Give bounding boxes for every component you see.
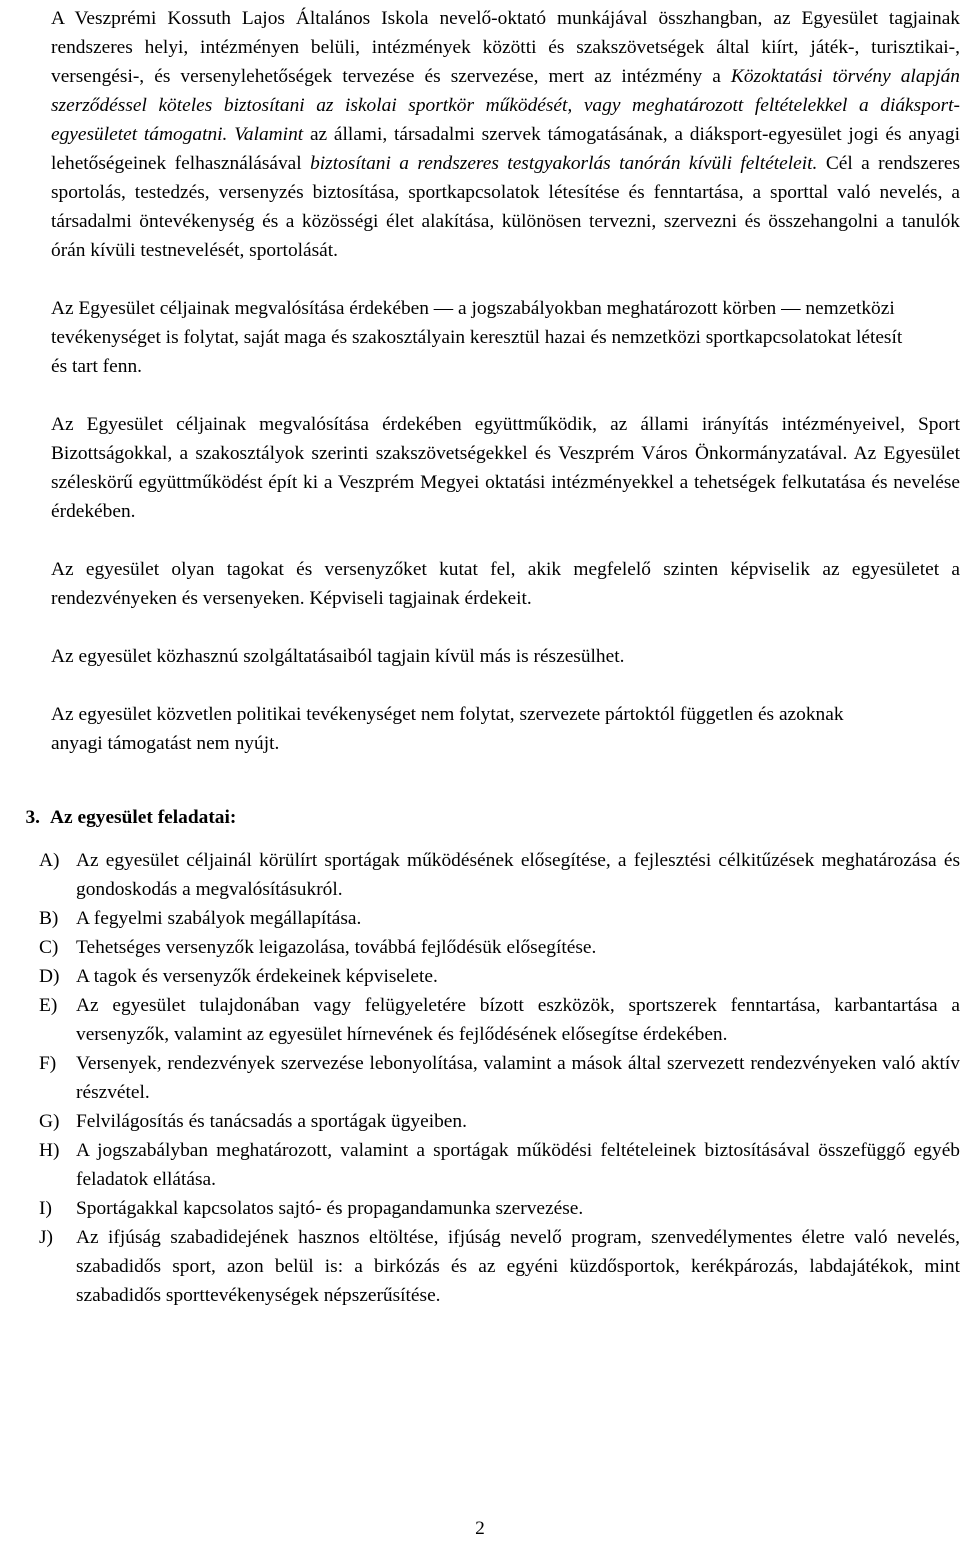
- political-paragraph: Az egyesület közvetlen politikai tevékenységet nem folytat, szervezete pártoktól független és azoknak anyagi támogatást nem nyújt.: [51, 704, 844, 754]
- list-item: [39, 846, 960, 904]
- list-item-letter: A): [39, 850, 60, 871]
- list-item-text: A jogszabályban meghatározott, valamint a sportágak működési feltételeinek biztosításával összefüggő egyéb feladatok ellátása.: [76, 1140, 960, 1190]
- list-item-text: Az ifjúság szabadidejének hasznos eltöltése, ifjúság nevelő program, szenvedélymentes életre való nevelés, szabadidős sport, azon belül is: a birkózás és az egyéni küzdősportok, kerékpározás, labdajátékok, mint szabadidős sporttevékenységek népszerűsítése.: [76, 1227, 960, 1306]
- intro-text-2: az állami, társadalmi szervek támogatásának, a diáksport-egyesület jogi és anyagi lehetőségeinek felhasználásával: [51, 124, 960, 174]
- cooperation-paragraph: Az Egyesület céljainak megvalósítása érdekében együttműködik, az állami irányítás intézményeivel, Sport Bizottságokkal, a szakosztályok szerinti szakszövetségekkel és Veszprém Város Önkormányzatával. Az Egyesület széleskörű együttműködést épít ki a Veszprém Megyei oktatási intézményekkel a tehetségek felkutatása és nevelése érdekében.: [51, 414, 960, 522]
- document-page: [25, 4, 960, 1310]
- list-item: [39, 991, 960, 1049]
- list-item-text: A tagok és versenyzők érdekeinek képviselete.: [76, 966, 438, 987]
- list-item-text: Az egyesület céljainál körülírt sportágak működésének elősegítése, a fejlesztési célkitűzések meghatározása és gondoskodás a megvalósításukról.: [76, 850, 960, 900]
- section-heading: [0, 803, 500, 832]
- list-item-letter: F): [39, 1053, 57, 1074]
- international-paragraph: Az Egyesület céljainak megvalósítása érdekében — a jogszabályokban meghatározott körben — nemzetközi tevékenységet is folytat, saját maga és szakosztályain keresztül hazai és nemzetközi sportkapcsolatokat létesít és tart fenn.: [51, 298, 903, 377]
- list-item-letter: H): [39, 1140, 60, 1161]
- intro-italic-1: Közoktatási törvény alapján szerződéssel köteles biztosítani az iskolai sportkör működését, vagy meghatározott feltételekkel a diáksport-egyesületet támogatni.: [51, 66, 960, 145]
- section-title: Az egyesület feladatai:: [50, 807, 237, 828]
- list-item-letter: G): [39, 1111, 60, 1132]
- intro-text-3: Cél a rendszeres sportolás, testedzés, versenyzés biztosítása, sportkapcsolatok létesítése és fenntartása, a sporttal való nevelés, a társadalmi öntevékenység és a közösségi élet alakítása, különösen tervezni, szervezni és összehangolni a tanulók órán kívüli testnevelését, sportolását.: [51, 153, 960, 261]
- list-item-text: Versenyek, rendezvények szervezése lebonyolítása, valamint a mások által szervezett rendezvényeken való aktív részvétel.: [76, 1053, 960, 1103]
- list-item: [39, 1136, 960, 1194]
- list-item-text: Tehetséges versenyzők leigazolása, továbbá fejlődésük elősegítése.: [76, 937, 597, 958]
- list-item-letter: B): [39, 908, 59, 929]
- list-item: [39, 962, 960, 991]
- list-item-text: A fegyelmi szabályok megállapítása.: [76, 908, 362, 929]
- list-item-text: Sportágakkal kapcsolatos sajtó- és propagandamunka szervezése.: [76, 1198, 584, 1219]
- list-item: [39, 1107, 960, 1136]
- list-item-letter: C): [39, 937, 59, 958]
- list-item: [39, 1194, 960, 1223]
- list-item-letter: E): [39, 995, 58, 1016]
- list-item-text: Felvilágosítás és tanácsadás a sportágak ügyeiben.: [76, 1111, 467, 1132]
- list-item: [39, 1223, 960, 1310]
- task-list: [39, 846, 960, 1310]
- public-benefit-paragraph: Az egyesület közhasznú szolgáltatásaiból tagjain kívül más is részesülhet.: [51, 646, 625, 667]
- page-number: 2: [475, 1518, 485, 1539]
- list-item-letter: J): [39, 1227, 54, 1248]
- list-item-text: Az egyesület tulajdonában vagy felügyeletére bízott eszközök, sportszerek fenntartása, karbantartása a versenyzők, valamint az egyesület hírnevének és fejlődésének elősegítse érdekében.: [76, 995, 960, 1045]
- list-item: [39, 1049, 960, 1107]
- intro-text-1: A Veszprémi Kossuth Lajos Általános Iskola nevelő-oktató munkájával összhangban, az Egyesület tagjainak rendszeres helyi, intézményen belüli, intézmények közötti és szakszövetségek által kiírt, játék-, turisztikai-, versengési-, és versenylehetőségek tervezése és szervezése, mert az intézmény a: [51, 8, 960, 87]
- list-item: [39, 904, 960, 933]
- intro-italic-3: biztosítani a rendszeres testgyakorlás tanórán kívüli feltételeit.: [310, 153, 818, 174]
- intro-paragraph: [51, 4, 960, 265]
- list-item-letter: D): [39, 966, 60, 987]
- intro-italic-2: Valamint: [234, 124, 304, 145]
- list-item-letter: I): [39, 1198, 52, 1219]
- section-number: 3.: [25, 807, 40, 828]
- list-item: [39, 933, 960, 962]
- members-paragraph: Az egyesület olyan tagokat és versenyzőket kutat fel, akik megfelelő szinten képviselik az egyesületet a rendezvényeken és versenyeken. Képviseli tagjainak érdekeit.: [51, 559, 960, 609]
